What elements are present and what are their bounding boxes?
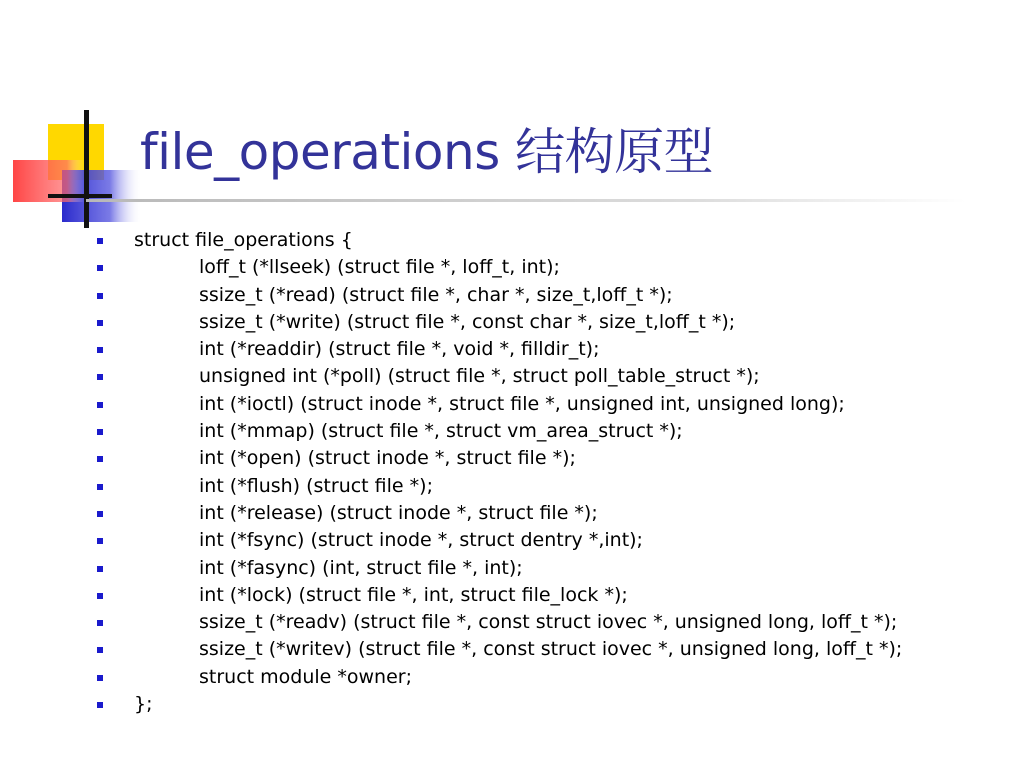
list-item	[0, 363, 1024, 390]
square-bullet-icon	[97, 484, 103, 490]
square-bullet-icon	[97, 593, 103, 599]
code-line: int (*fasync) (int, struct file *, int);	[199, 556, 523, 579]
square-bullet-icon	[97, 347, 103, 353]
title-underline	[86, 199, 966, 202]
square-bullet-icon	[97, 702, 103, 708]
code-line: ssize_t (*writev) (struct file *, const struct iovec *, unsigned long, loff_t *);	[199, 638, 903, 661]
deco-vertical-bar	[84, 110, 89, 228]
square-bullet-icon	[97, 456, 103, 462]
square-bullet-icon	[97, 566, 103, 572]
code-line: int (*open) (struct inode *, struct file *);	[199, 447, 576, 470]
code-bullet-list	[0, 227, 1024, 718]
code-line: int (*flush) (struct file *);	[199, 474, 433, 497]
list-item	[0, 500, 1024, 527]
list-item	[0, 391, 1024, 418]
list-item	[0, 309, 1024, 336]
list-item	[0, 227, 1024, 254]
code-line: ssize_t (*readv) (struct file *, const struct iovec *, unsigned long, loff_t *);	[199, 611, 898, 634]
square-bullet-icon	[97, 402, 103, 408]
list-item	[0, 527, 1024, 554]
code-line: struct module *owner;	[199, 665, 412, 688]
square-bullet-icon	[97, 429, 103, 435]
list-item	[0, 445, 1024, 472]
code-line: unsigned int (*poll) (struct file *, struct poll_table_struct *);	[199, 365, 760, 388]
code-line: int (*release) (struct inode *, struct file *);	[199, 501, 598, 524]
list-item	[0, 636, 1024, 663]
code-line: int (*mmap) (struct file *, struct vm_area_struct *);	[199, 420, 683, 443]
square-bullet-icon	[97, 293, 103, 299]
code-line: loff_t (*llseek) (struct file *, loff_t, int);	[199, 256, 560, 279]
code-line: int (*lock) (struct file *, int, struct file_lock *);	[199, 583, 628, 606]
code-line: int (*readdir) (struct file *, void *, filldir_t);	[199, 338, 600, 361]
square-bullet-icon	[97, 238, 103, 244]
slide-title: file_operations 结构原型	[140, 123, 714, 181]
square-bullet-icon	[97, 538, 103, 544]
square-bullet-icon	[97, 374, 103, 380]
code-line: ssize_t (*write) (struct file *, const char *, size_t,loff_t *);	[199, 310, 736, 333]
list-item	[0, 336, 1024, 363]
square-bullet-icon	[97, 675, 103, 681]
list-item	[0, 691, 1024, 718]
code-line: int (*fsync) (struct inode *, struct dentry *,int);	[199, 529, 643, 552]
code-line: };	[134, 693, 153, 716]
square-bullet-icon	[97, 320, 103, 326]
list-item	[0, 664, 1024, 691]
list-item	[0, 582, 1024, 609]
code-line: int (*ioctl) (struct inode *, struct file *, unsigned int, unsigned long);	[199, 392, 845, 415]
list-item	[0, 418, 1024, 445]
list-item	[0, 473, 1024, 500]
list-item	[0, 254, 1024, 281]
deco-horizontal-bar	[48, 194, 112, 198]
square-bullet-icon	[97, 265, 103, 271]
square-bullet-icon	[97, 647, 103, 653]
code-line: ssize_t (*read) (struct file *, char *, size_t,loff_t *);	[199, 283, 673, 306]
code-line: struct file_operations {	[134, 229, 353, 251]
list-item	[0, 555, 1024, 582]
square-bullet-icon	[97, 620, 103, 626]
list-item	[0, 282, 1024, 309]
list-item	[0, 609, 1024, 636]
square-bullet-icon	[97, 511, 103, 517]
